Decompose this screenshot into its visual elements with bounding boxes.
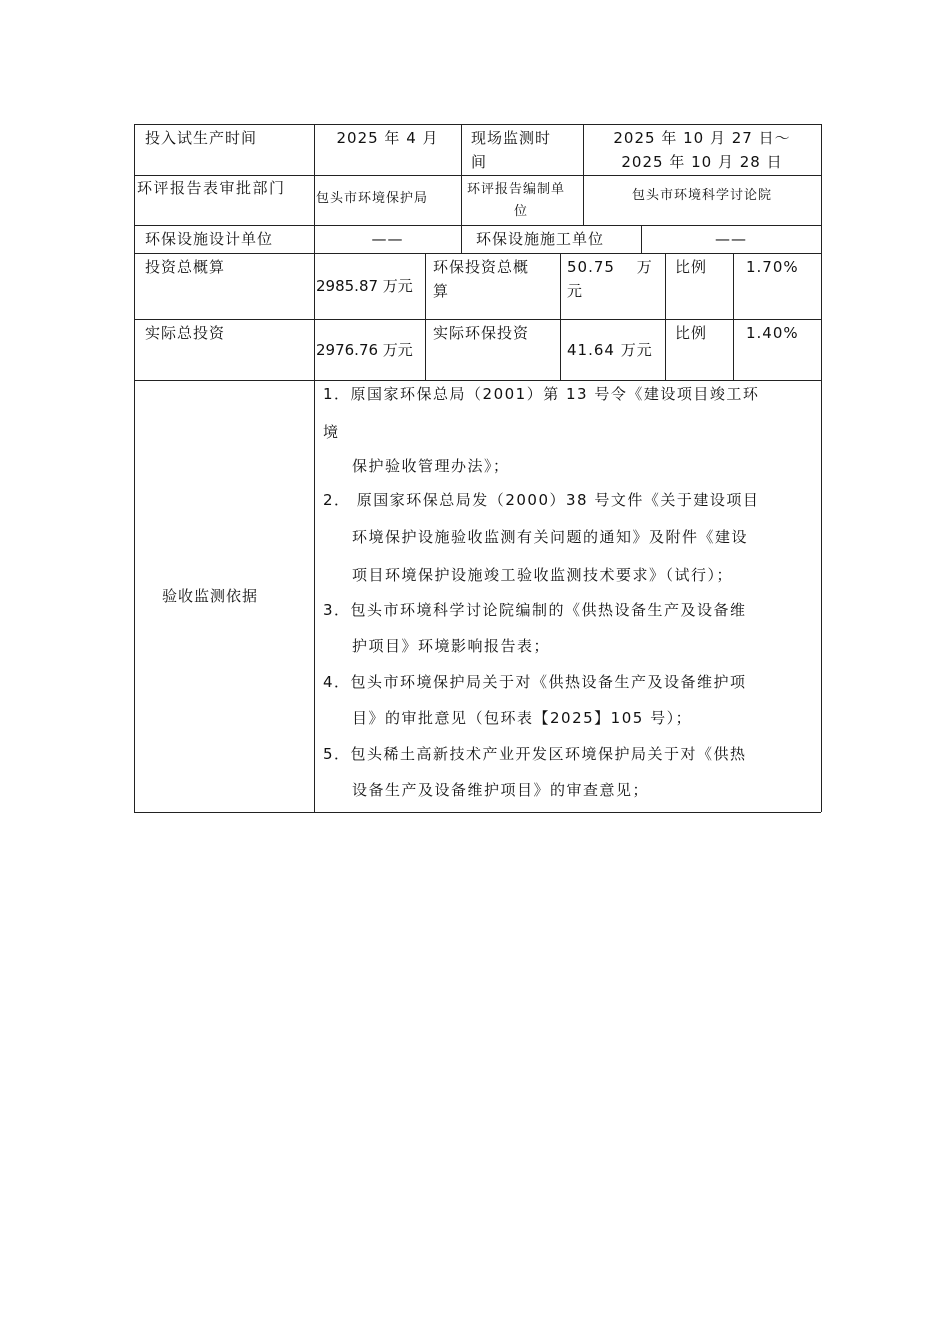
basis-line: 项目环境保护设施竣工验收监测技术要求》（试行）； — [352, 566, 734, 584]
basis-line: 保护验收管理办法》； — [352, 457, 510, 475]
basis-line: 目》的审批意见（包环表【2025】105 号）； — [352, 709, 693, 727]
site-monitoring-label-line2: 间 — [471, 153, 488, 171]
table-border-bottom — [134, 812, 821, 813]
design-unit-label: 环保设施设计单位 — [145, 230, 274, 248]
site-monitoring-value-line1: 2025 年 10 月 27 日～ — [613, 129, 791, 147]
site-monitoring-value-line2: 2025 年 10 月 28 日 — [621, 153, 783, 171]
col-divider-r1-a — [461, 124, 462, 225]
col-divider-r4-b — [560, 253, 561, 380]
actual-env-investment-value: 41.64 万元 — [567, 341, 653, 359]
construction-unit-value: —— — [715, 230, 747, 248]
basis-line: 3．包头市环境科学讨论院编制的《供热设备生产及设备维 — [323, 601, 747, 619]
basis-line: 护项目》环境影响报告表； — [352, 637, 551, 655]
ratio-label-2: 比例 — [675, 324, 708, 342]
ratio-value-2: 1.40% — [746, 324, 799, 342]
trial-production-label: 投入试生产时间 — [145, 129, 258, 147]
design-unit-value: —— — [371, 230, 404, 248]
env-budget-label-line1: 环保投资总概 — [433, 258, 530, 276]
eia-approval-label: 环评报告表审批部门 — [137, 179, 286, 197]
env-budget-label-line2: 算 — [433, 282, 450, 300]
basis-line: 4．包头市环境保护局关于对《供热设备生产及设备维护项 — [323, 673, 747, 691]
table-border-top — [134, 124, 821, 125]
col-divider-r4-c — [665, 253, 666, 380]
col-divider-r3-a — [461, 225, 462, 253]
eia-approval-value: 包头市环境保护局 — [316, 191, 429, 206]
row-divider-4 — [134, 319, 821, 320]
actual-env-investment-label: 实际环保投资 — [433, 324, 530, 342]
table-border-left — [134, 124, 135, 812]
site-monitoring-label-line1: 现场监测时 — [471, 129, 552, 147]
actual-investment-value: 2976.76 万元 — [316, 341, 413, 359]
row-divider-3 — [134, 253, 821, 254]
actual-investment-label: 实际总投资 — [145, 324, 226, 342]
construction-unit-label: 环保设施施工单位 — [476, 230, 605, 248]
row-divider-2 — [134, 225, 821, 226]
eia-compiler-label-line2: 位 — [514, 204, 529, 219]
trial-production-value: 2025 年 4 月 — [336, 129, 439, 147]
eia-compiler-value: 包头市环境科学讨论院 — [631, 188, 772, 203]
basis-line: 5．包头稀土高新技术产业开发区环境保护局关于对《供热 — [323, 745, 747, 763]
eia-compiler-label-line1: 环评报告编制单 — [467, 182, 566, 197]
acceptance-basis-label: 验收监测依据 — [162, 587, 259, 605]
env-budget-value-line2: 元 — [567, 282, 584, 300]
row-divider-5 — [134, 380, 821, 381]
ratio-value-1: 1.70% — [746, 258, 799, 276]
basis-line: 设备生产及设备维护项目》的审查意见； — [352, 781, 650, 799]
basis-line: 境 — [323, 423, 340, 441]
ratio-label-1: 比例 — [675, 258, 708, 276]
basis-line: 环境保护设施验收监测有关问题的通知》及附件《建设 — [352, 528, 749, 546]
env-budget-value-line1: 50.75 万 — [567, 258, 653, 276]
budget-value: 2985.87 万元 — [316, 277, 413, 295]
col-divider-r4-d — [733, 253, 734, 380]
basis-line: 2． 原国家环保总局发（2000）38 号文件《关于建设项目 — [323, 491, 760, 509]
col-divider-r4-a — [425, 253, 426, 380]
basis-line: 1．原国家环保总局（2001）第 13 号令《建设项目竣工环 — [323, 385, 760, 403]
budget-label: 投资总概算 — [145, 258, 226, 276]
